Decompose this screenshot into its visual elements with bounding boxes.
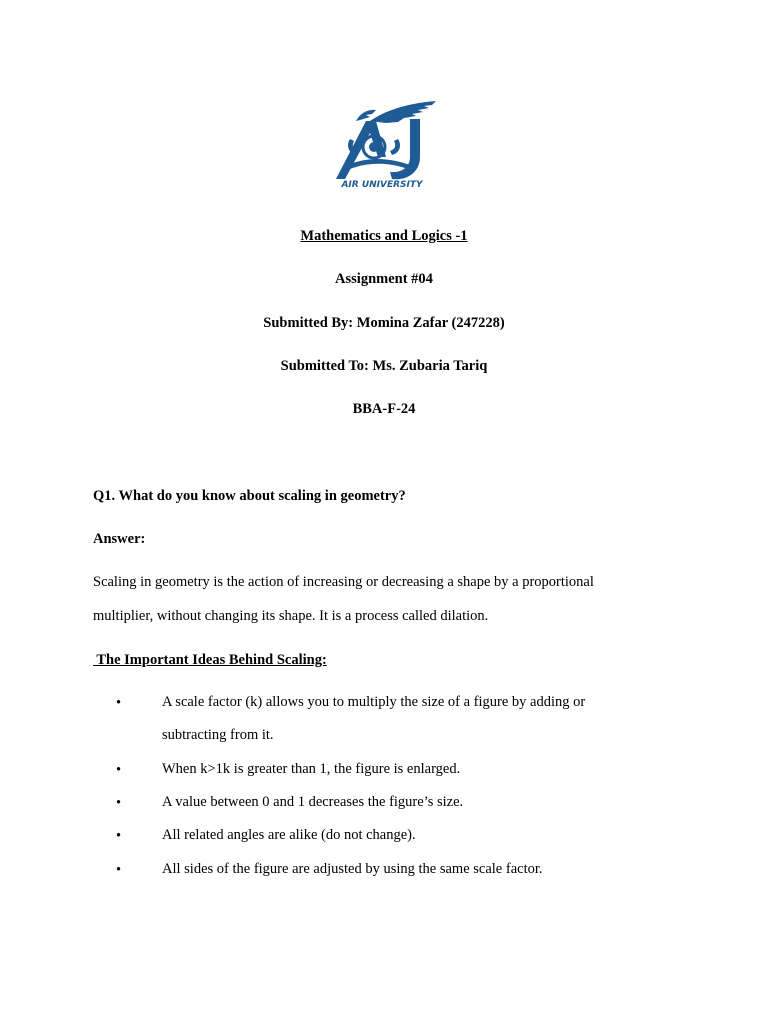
answer-label: Answer: <box>93 531 146 547</box>
bullet-icon: • <box>116 828 122 844</box>
course-title: Mathematics and Logics -1 <box>300 228 468 244</box>
bullet-text: When k>1k is greater than 1, the figure is enlarged. <box>162 761 461 777</box>
section-code: BBA-F-24 <box>352 401 416 417</box>
submitted-by: Submitted By: Momina Zafar (247228) <box>263 315 505 331</box>
section-heading: The Important Ideas Behind Scaling: <box>93 652 327 668</box>
air-university-logo <box>326 99 438 189</box>
bullet-text: All sides of the figure are adjusted by using the same scale factor. <box>162 861 543 877</box>
bullet-icon: • <box>116 695 122 711</box>
answer-paragraph: Scaling in geometry is the action of increasing or decreasing a shape by a proportional multiplier, without changing its shape. It is a process called dilation. <box>93 574 594 624</box>
question-text: Q1. What do you know about scaling in geometry? <box>93 488 406 504</box>
svg-text:AIR UNIVERSITY: AIR UNIVERSITY <box>341 180 423 189</box>
bullet-icon: • <box>116 795 122 811</box>
assignment-number: Assignment #04 <box>335 271 433 287</box>
bullet-text: A value between 0 and 1 decreases the figure’s size. <box>162 794 464 810</box>
bullet-text: All related angles are alike (do not change). <box>162 827 416 843</box>
bullet-icon: • <box>116 862 122 878</box>
bullet-icon: • <box>116 762 122 778</box>
submitted-to: Submitted To: Ms. Zubaria Tariq <box>280 358 488 374</box>
bullet-text: A scale factor (k) allows you to multiply the size of a figure by adding or subtracting from it. <box>162 694 586 743</box>
